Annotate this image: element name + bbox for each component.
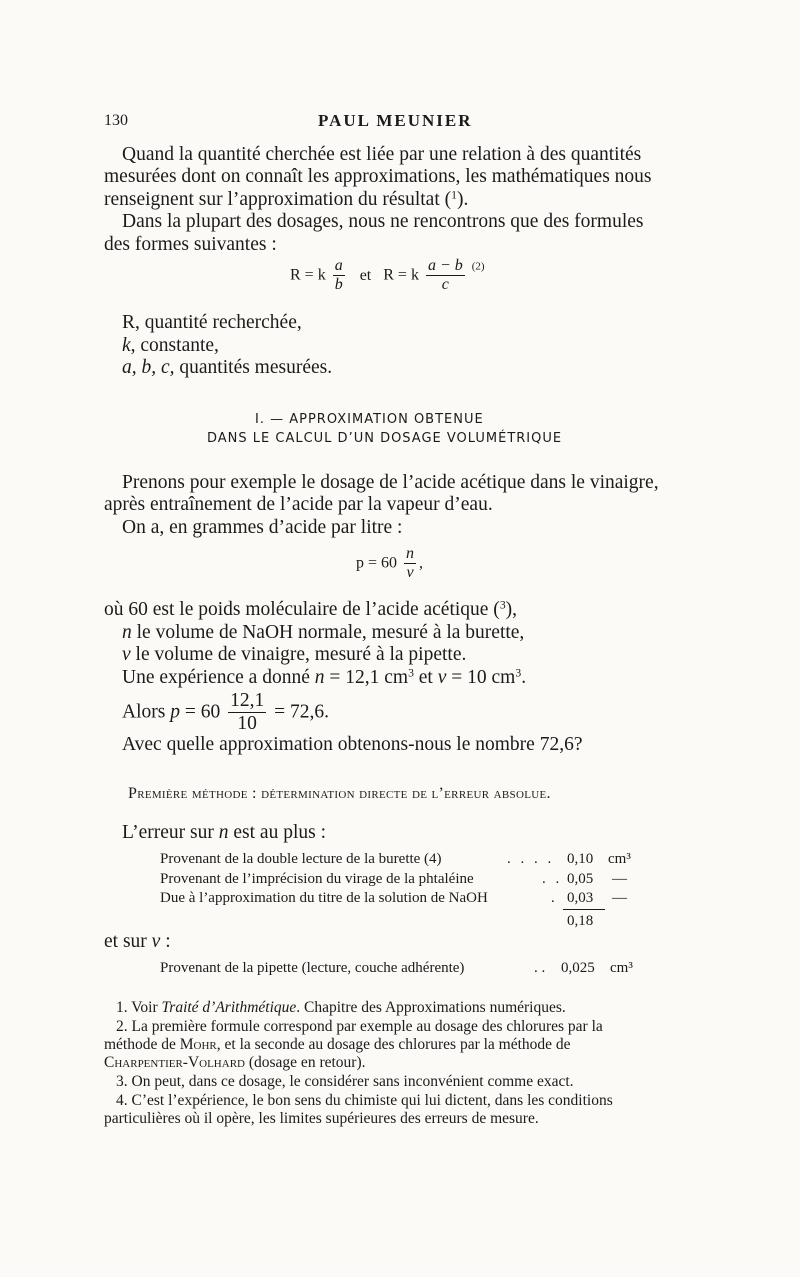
where-line-3 xyxy=(122,645,466,665)
error-row-dots: . . . . xyxy=(507,851,555,867)
error-v-row: Provenant de la pipette (lecture, couche adhérente) xyxy=(160,960,465,976)
where-line-2-rest: le volume de NaOH normale, mesuré à la burette, xyxy=(131,622,525,643)
formula-2-denominator: v xyxy=(406,564,414,582)
section-heading-line-1: I. — APPROXIMATION OBTENUE xyxy=(255,412,484,427)
definition-k-var: k xyxy=(122,335,131,356)
running-title: PAUL MEUNIER xyxy=(318,111,473,130)
where-line-3-rest: le volume de vinaigre, mesuré à la pipette. xyxy=(130,644,467,665)
result-line xyxy=(122,690,329,736)
page-number: 130 xyxy=(104,112,128,129)
where-line-4-sup-2: 3 xyxy=(515,666,522,680)
where-line-2 xyxy=(122,623,524,643)
definition-abc-rest: quantités mesurées. xyxy=(174,357,333,378)
result-numerator: 12,1 xyxy=(228,690,266,713)
formula-1-denominator: b xyxy=(334,276,343,294)
footnote-2-line-3 xyxy=(104,1055,366,1071)
formula-1-ref: (2) xyxy=(471,260,485,273)
result-denominator: 10 xyxy=(237,713,257,735)
intro-line-5: des formes suivantes : xyxy=(104,234,277,255)
error-row-unit: — xyxy=(612,890,627,906)
formula-1 xyxy=(290,257,485,295)
footnote-1-text-a: Voir xyxy=(127,999,162,1016)
footnote-2-line-1: 2. La première formule correspond par exemple au dosage des chlorures par la xyxy=(116,1018,603,1035)
error-row: Due à l’approximation du titre de la solution de NaOH xyxy=(160,890,488,906)
where-line-4-e: . xyxy=(521,667,527,688)
formula-1-lhs-2: R = k xyxy=(383,266,419,284)
result-fraction xyxy=(228,690,266,736)
footnote-2-line-2 xyxy=(104,1037,571,1053)
footnote-2-author-mohr: Mohr xyxy=(179,1036,217,1053)
example-line-3: On a, en grammes d’acide par litre : xyxy=(122,517,403,538)
error-v-lead-var: v xyxy=(151,931,161,952)
formula-1-fraction-2 xyxy=(426,257,465,295)
error-n-lead xyxy=(122,823,326,843)
footnote-2-author-volhard: Charpentier-Volhard xyxy=(104,1054,245,1071)
footnote-3: 3. On peut, dans ce dosage, le considérer sans inconvénient comme exact. xyxy=(116,1073,574,1090)
intro-line-2: mesurées dont on connaît les approximations, les mathématiques nous xyxy=(104,166,652,187)
where-line-2-var: n xyxy=(122,622,132,643)
where-line-4-a: Une expérience a donné xyxy=(122,667,315,688)
example-line-1: Prenons pour exemple le dosage de l’acide acétique dans le vinaigre, xyxy=(122,472,659,493)
intro-line-1: Quand la quantité cherchée est liée par une relation à des quantités xyxy=(122,144,642,165)
intro-line-3-text: renseignent sur l’approximation du résultat ( xyxy=(104,189,452,210)
error-row-value: 0,03 xyxy=(567,890,594,906)
result-question: Avec quelle approximation obtenons-nous le nombre 72,6? xyxy=(122,734,583,755)
definition-abc xyxy=(122,358,332,378)
error-n-lead-b: est au plus : xyxy=(228,822,326,843)
intro-line-3-end: ). xyxy=(456,189,469,210)
error-row-dots: . xyxy=(551,890,555,906)
error-v-lead xyxy=(104,932,171,952)
error-n-lead-var: n xyxy=(218,822,229,843)
error-row: Provenant de la double lecture de la burette (4) xyxy=(160,851,442,867)
formula-2 xyxy=(356,545,423,583)
error-v-lead-a: et sur xyxy=(104,931,152,952)
footnote-1-title: Traité d’Arithmétique xyxy=(161,999,297,1016)
definition-k xyxy=(122,336,219,356)
formula-2-tail: , xyxy=(419,554,424,572)
section-heading-line-2: DANS LE CALCUL D’UN DOSAGE VOLUMÉTRIQUE xyxy=(207,431,563,446)
where-line-4-b: = 12,1 cm xyxy=(324,667,409,688)
footnote-2-line-2-b: , et la seconde au dosage des chlorures par la méthode de xyxy=(216,1036,571,1053)
formula-1-conjunction: et xyxy=(359,266,372,284)
footnote-1 xyxy=(116,1000,566,1016)
where-line-4 xyxy=(122,668,526,688)
error-n-lead-a: L’erreur sur xyxy=(122,822,219,843)
method-heading: Première méthode : détermination directe de l’erreur absolue. xyxy=(128,785,551,802)
where-line-4-v: v xyxy=(437,667,447,688)
error-v-row-unit: cm³ xyxy=(610,960,633,976)
formula-1-lhs: R = k xyxy=(290,266,326,284)
formula-1-fraction xyxy=(333,257,345,295)
error-v-row-value: 0,025 xyxy=(561,960,595,976)
definition-r: R, quantité recherchée, xyxy=(122,312,302,333)
error-row-unit: cm³ xyxy=(608,851,631,867)
footnote-1-text-b: . Chapitre des Approximations numériques. xyxy=(296,999,566,1016)
footnote-4-line-1: 4. C’est l’expérience, le bon sens du chimiste qui lui dictent, dans les conditions xyxy=(116,1092,613,1109)
where-line-1-text: où 60 est le poids moléculaire de l’acide acétique ( xyxy=(104,599,500,620)
footnote-ref-1: 1 xyxy=(451,188,457,202)
intro-line-3 xyxy=(104,190,468,210)
footnote-ref-3: 3 xyxy=(499,598,506,612)
footnote-1-number: 1. xyxy=(116,999,128,1016)
error-row-value: 0,10 xyxy=(567,851,594,867)
definition-abc-vars: a, b, c, xyxy=(122,357,175,378)
error-v-lead-b: : xyxy=(160,931,171,952)
formula-1-numerator-2: a − b xyxy=(426,257,465,276)
result-lead: Alors xyxy=(122,701,171,723)
definition-k-rest: , constante, xyxy=(130,335,219,356)
footnote-2-line-2-a: méthode de xyxy=(104,1036,180,1053)
error-v-row-dots: . . xyxy=(534,960,546,976)
formula-2-numerator: n xyxy=(404,545,416,564)
example-line-2: après entraînement de l’acide par la vapeur d’eau. xyxy=(104,494,493,515)
sum-rule xyxy=(563,909,605,910)
where-line-1-end: ), xyxy=(505,599,518,620)
where-line-4-d: = 10 cm xyxy=(446,667,516,688)
where-line-1 xyxy=(104,600,517,620)
formula-1-denominator-2: c xyxy=(441,276,449,294)
where-line-4-n: n xyxy=(314,667,325,688)
error-total: 0,18 xyxy=(567,913,594,929)
intro-line-4: Dans la plupart des dosages, nous ne rencontrons que des formules xyxy=(122,211,644,232)
where-line-4-c: et xyxy=(413,667,438,688)
result-p: p xyxy=(170,701,180,723)
error-row-value: 0,05 xyxy=(567,871,594,887)
error-row: Provenant de l’imprécision du virage de la phtaléine xyxy=(160,871,474,887)
where-line-3-var: v xyxy=(122,644,131,665)
result-eq: = 60 xyxy=(179,701,221,723)
formula-1-numerator: a xyxy=(333,257,345,276)
result-tail: = 72,6. xyxy=(274,701,329,723)
error-row-unit: — xyxy=(612,871,627,887)
error-row-dots: . . xyxy=(542,871,563,887)
where-line-4-sup-1: 3 xyxy=(408,666,414,680)
formula-2-lhs: p = 60 xyxy=(356,554,398,572)
footnote-2-line-3-b: (dosage en retour). xyxy=(244,1054,366,1071)
footnote-4-line-2: particulières où il opère, les limites supérieures des erreurs de mesure. xyxy=(104,1110,539,1127)
formula-2-fraction xyxy=(404,545,416,583)
